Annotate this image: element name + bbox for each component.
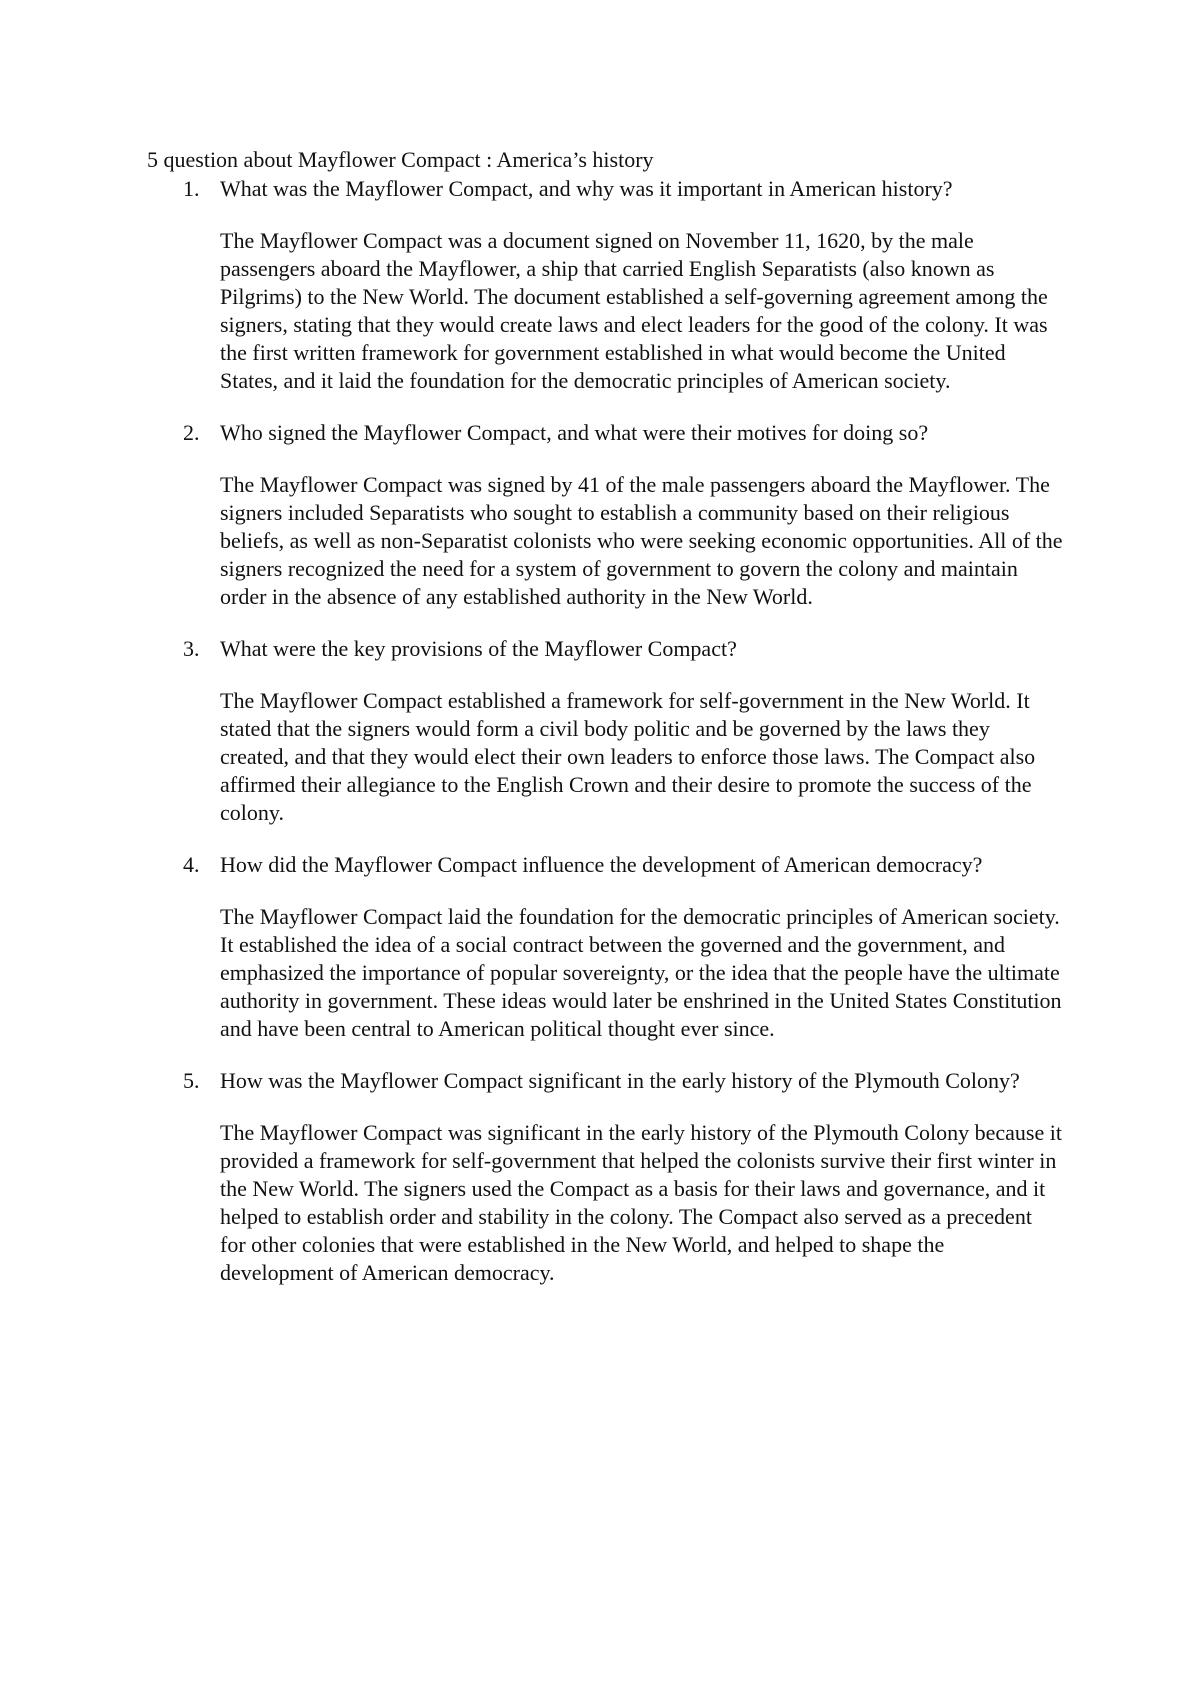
list-item <box>183 1067 1063 1287</box>
question-text: What were the key provisions of the Mayflower Compact? <box>220 636 737 661</box>
answer-text: The Mayflower Compact was significant in the early history of the Plymouth Colony because it provided a framework for self-government that helped the colonists survive their first winter in the New World. The signers used the Compact as a basis for their laws and governance, and it helped to establish order and stability in the colony. The Compact also served as a precedent for other colonies that were established in the New World, and helped to shape the development of American democracy. <box>220 1120 1062 1285</box>
list-item <box>183 419 1063 611</box>
question-text: Who signed the Mayflower Compact, and what were their motives for doing so? <box>220 420 929 445</box>
question-number: 5. <box>183 1068 200 1093</box>
question-text: What was the Mayflower Compact, and why was it important in American history? <box>220 176 953 201</box>
list-item <box>183 175 1063 395</box>
answer-text: The Mayflower Compact was a document signed on November 11, 1620, by the male passengers aboard the Mayflower, a ship that carried English Separatists (also known as Pilgrims) to the New World. The document established a self-governing agreement among the signers, stating that they would create laws and elect leaders for the good of the colony. It was the first written framework for government established in what would become the United States, and it laid the foundation for the democratic principles of American society. <box>220 228 1048 393</box>
list-item <box>183 851 1063 1043</box>
question-number: 4. <box>183 852 200 877</box>
document-title: 5 question about Mayflower Compact : America’s history <box>147 147 654 172</box>
question-number: 3. <box>183 636 200 661</box>
question-number: 1. <box>183 176 200 201</box>
question-text: How was the Mayflower Compact significant in the early history of the Plymouth Colony? <box>220 1068 1020 1093</box>
answer-text: The Mayflower Compact established a framework for self-government in the New World. It stated that the signers would form a civil body politic and be governed by the laws they created, and that they would elect their own leaders to enforce those laws. The Compact also affirmed their allegiance to the English Crown and their desire to promote the success of the colony. <box>220 688 1036 825</box>
question-number: 2. <box>183 420 200 445</box>
answer-text: The Mayflower Compact was signed by 41 of the male passengers aboard the Mayflower. The signers included Separatists who sought to establish a community based on their religious beliefs, as well as non-Separatist colonists who were seeking economic opportunities. All of the signers recognized the need for a system of government to govern the colony and maintain order in the absence of any established authority in the New World. <box>220 472 1063 609</box>
question-text: How did the Mayflower Compact influence the development of American democracy? <box>220 852 983 877</box>
question-list <box>183 175 1063 1311</box>
list-item <box>183 635 1063 827</box>
answer-text: The Mayflower Compact laid the foundation for the democratic principles of American society. It established the idea of a social contract between the governed and the government, and emphasized the importance of popular sovereignty, or the idea that the people have the ultimate authority in government. These ideas would later be enshrined in the United States Constitution and have been central to American political thought ever since. <box>220 904 1062 1041</box>
